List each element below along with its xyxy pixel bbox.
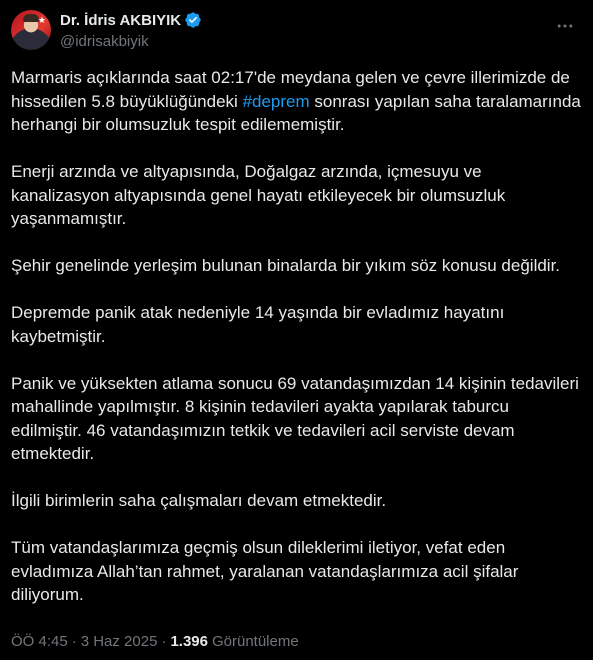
tweet-paragraph-1: Marmaris açıklarında saat 02:17'de meydana gelen ve çevre illerimizde de hissedilen 5.8 büyüklüğündeki #deprem sonrası yapılan saha taralamarında herhangi bir olumsuzluk tespit edilememiştir. xyxy=(11,68,581,134)
tweet-paragraph-7: Tüm vatandaşlarımıza geçmiş olsun dileklerimi iletiyor, vefat eden evladımıza Allah’tan rahmet, yaralanan vatandaşlarımıza acil şifalar diliyorum. xyxy=(11,538,519,604)
tweet-paragraph-2: Enerji arzında ve altyapısında, Doğalgaz arzında, içmesuyu ve kanalizasyon altyapısında genel hayatı etkileyecek bir olumsuzluk yaşanmamıştır. xyxy=(11,162,506,228)
flag-star-icon: ★ xyxy=(37,15,46,25)
user-handle[interactable]: @idrisakbiyik xyxy=(60,33,149,50)
tweet-paragraph-5: Panik ve yüksekten atlama sonucu 69 vatandaşımızdan 14 kişinin tedavileri mahallinde yapılmıştır. 8 kişinin tedavileri ayakta yapılarak taburcu edilmiştir. 46 vatandaşımızın tetkik ve tedavileri acil serviste devam etmektedir. xyxy=(11,373,579,463)
tweet-paragraph-3: Şehir genelinde yerleşim bulunan binalarda bir yıkım söz konusu değildir. xyxy=(11,256,561,275)
tweet-meta xyxy=(11,633,299,650)
verified-badge-icon xyxy=(184,11,202,29)
views-count[interactable]: 1.396 xyxy=(170,633,208,650)
hashtag-link[interactable]: #deprem xyxy=(242,91,310,111)
tweet-header xyxy=(11,10,581,54)
display-name[interactable]: Dr. İdris AKBIYIK xyxy=(60,11,182,29)
more-icon[interactable] xyxy=(555,16,575,36)
meta-separator: · xyxy=(71,633,77,650)
tweet-date[interactable]: 3 Haz 2025 xyxy=(80,633,158,650)
meta-separator: · xyxy=(161,633,167,650)
views-label[interactable]: Görüntüleme xyxy=(211,633,299,650)
name-row xyxy=(60,11,202,29)
tweet-paragraph-4: Depremde panik atak nedeniyle 14 yaşında bir evladımız hayatını kaybetmiştir. xyxy=(11,303,505,346)
tweet-time[interactable]: ÖÖ 4:45 xyxy=(11,633,68,650)
tweet-text xyxy=(11,66,581,630)
tweet-paragraph-6: İlgili birimlerin saha çalışmaları devam etmektedir. xyxy=(11,491,387,510)
avatar[interactable] xyxy=(11,10,51,50)
